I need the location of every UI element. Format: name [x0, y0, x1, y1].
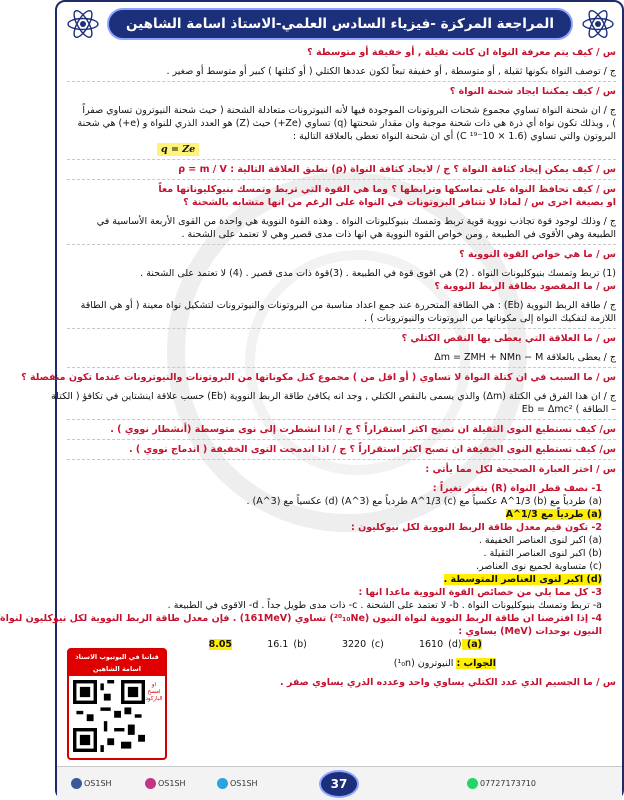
answer-line: ج / ان هذا الفرق في الكتلة (Δm) والذي يسمى بالنقص الكتلي , وجد انه يكافئ طاقة الربط النووية (Eb) حسب علاقة اينشتاين في تكافؤ ( الكتلة: [50, 391, 616, 402]
answer-line: البروتون والتي تساوي (1.6 × 10⁻¹⁹ C) أي ان شحنة النواة تعطى بالعلاقة التالية :: [292, 131, 616, 142]
mcq-question: 3- كل مما يلي من خصائص القوة النووية ماعدا انها :: [358, 587, 602, 598]
page-footer: [57, 766, 622, 800]
mcq-options: a- تربط وتمسك بنيوكليونات النواة . b- لا تعتمد على الشحنة . c- ذات مدى طويل جداً . d- الاقوى في الطبيعة .: [167, 600, 602, 611]
mcq-question: 1- نصف قطر النواة (R) يتغير تغيراً :: [432, 483, 602, 494]
question-line: س / ما السبب في ان كتلة النواة لا تساوي ( أو اقل من ) مجموع كتل مكوناتها من البروتونات والنيوترونات عندما تكون منفصلة ؟: [21, 372, 616, 383]
mcq-answer: (a) طردياً مع A^1/3: [505, 509, 602, 520]
atom-icon: [65, 6, 101, 42]
qr-code-icon[interactable]: [73, 680, 145, 752]
mcq-option: (a) اكبر لنوى العناصر الخفيفة .: [478, 535, 602, 546]
page-number: 37: [319, 770, 359, 798]
answer-line: ج / طاقة الربط النووية (Eb) : هي الطاقة المتحررة عند جمع اعداد مناسبة من البروتونات والنيوترونات لتشكيل نواة معينة ( أو هي الطاقة: [80, 300, 616, 311]
question-line: س / كيف يمكن إيجاد كثافة النواة ؟ ج / لايجاد كثافة النواة (ρ) نطبق العلاقة التالية : ρ = m / V: [178, 164, 616, 175]
mcq-option: 3220 (c): [341, 639, 384, 650]
einstein-line: – الطاقة ) Eb = Δmc²: [521, 404, 616, 415]
instagram-icon: [145, 778, 156, 789]
phone-icon: [467, 778, 478, 789]
mcq-option: (b) اكبر لنوى العناصر الثقيلة .: [483, 548, 602, 559]
worksheet-content: [0, 46, 616, 689]
page-title: المراجعة المركزة -فيزياء السادس العلمي-الاستاذ اسامة الشاهين: [107, 8, 573, 40]
telegram-icon: [217, 778, 228, 789]
question-line: او بصيغة اخرى س / لماذا لا تتنافر البروتونات في النواة على الرغم من انها متشابه بالشحنة ؟: [183, 197, 616, 208]
question-line: س / كيف يتم معرفة النواة ان كانت ثقيلة , أو خفيفة أو متوسطة ؟: [307, 47, 616, 58]
atom-icon: [580, 6, 616, 42]
mcq-question-cont: النيون بوحدات (MeV) يساوي :: [458, 626, 602, 637]
question-line: س / ما هي خواص القوة النووية ؟: [459, 249, 616, 260]
mcq-option: (c) متساوية لجميع نوى العناصر.: [475, 561, 602, 572]
facebook-icon: [71, 778, 82, 789]
question-line: س/ كيف تستطيع النوى الثقيلة ان تصبح اكثر استقراراً ؟ ج / اذا انشطرت إلى نوى متوسطة (أنشطار نووي ) .: [110, 424, 616, 435]
answer-line: ج / وذلك لوجود قوة تجاذب نووية قوية تربط وتمسك بنيوكليونات النواة . وهذه القوة النووية هي واحدة من القوى الأربعة الأساسية في: [96, 216, 616, 227]
mcq-question: 2- تكون قيم معدل طاقة الربط النووية لكل نيوكليون :: [351, 522, 602, 533]
mcq-option: 16.1 (b): [267, 639, 307, 650]
telegram-link[interactable]: OS1SH: [217, 778, 258, 789]
answer-line: الطبيعة وهي الأقوى في الطبيعة , ومن خواص القوة النووية هي انها ذات مدى قصير وهي لا تعتمد على الشحنة .: [181, 229, 616, 240]
answer-line: اللازمة لتفكيك النواة إلى مكوناتها من البروتونات والنيوترونات ) .: [364, 313, 616, 324]
answer-label: الجواب :: [456, 658, 496, 669]
mcq-option-correct: (a) 8.05: [208, 639, 482, 650]
answer-line: ج / ان شحنة النواة تساوي مجموع شحنات البروتونات الموجودة فيها لأنه النيوترونات متعادلة الشحنة ( حيث شحنة النيوترون تساوي صفراً: [82, 105, 616, 116]
question-line: س / كيف يمكننا ايجاد شحنة النواة ؟: [449, 86, 616, 97]
question-line: س / ما الجسيم الذي عدد الكتلي يساوي واحد وعدده الذري يساوي صفر .: [280, 677, 616, 688]
youtube-banner: قناتنا في اليوتيوب الاستاذ اسامة الشاهين: [69, 650, 165, 676]
answer-line: (1) تربط وتمسك بنيوكليونات النواة . (2) هي اقوى قوة في الطبيعة . (3)قوة ذات مدى قصير . (4) لا تعتمد على الشحنة .: [140, 268, 616, 279]
question-line: س/ كيف تستطيع النوى الخفيفة ان تصبح اكثر استقراراً ؟ ج / اذا اندمجت النوى الخفيفة ( اندماج نووي ) .: [128, 444, 616, 455]
instagram-link[interactable]: OS1SH: [145, 778, 186, 789]
question-line: س / كيف تحافظ النواة على تماسكها وترابطها ؟ وما هي القوة التي تربط وتمسك بنيوكليوناتها معاً: [158, 184, 616, 195]
scan-hint: او امسح الباركود: [145, 682, 163, 702]
mcq-option: 1610 (d): [418, 639, 462, 650]
question-line: س / اختر العبارة الصحيحة لكل مما يأتي :: [425, 464, 616, 475]
youtube-qr-box[interactable]: [67, 648, 167, 760]
phone-link[interactable]: 07727173710: [467, 778, 536, 789]
mcq-option-correct: (d) اكبر لنوى العناصر المتوسطة .: [443, 574, 602, 585]
mcq-question: 4- إذا افترضنا ان طاقة الربط النووية لنواة النيون (²⁰₁₀Ne) تساوي (161MeV) . فإن معدل طاقة الربط النووية لكل نيوكليون لنواة: [0, 613, 602, 624]
mcq-section: [0, 482, 616, 651]
question-line: س / ما العلاقة التي يعطى بها النقص الكتلي ؟: [401, 333, 616, 344]
facebook-link[interactable]: OS1SH: [71, 778, 112, 789]
mass-defect-line: ج / يعطى بالعلاقة Δm = ZMH + NMn − M: [434, 352, 616, 363]
question-line: س / ما المقصود بطاقة الربط النووية ؟: [434, 281, 616, 292]
answer-line: ج / توصف النواة بكونها ثقيلة , أو متوسطة , أو خفيفة تبعاً لكون عددها الكتلي ( أو كتلتها ) كبير أو متوسط أو صغير .: [166, 66, 616, 77]
charge-formula: q = Ze: [157, 143, 199, 156]
mcq-options: (a) طردياً مع A^1/3 (b) عكسياً مع A^1/3 (c) طردياً مع (A^3) (d) عكسياً مع (A^3) .: [246, 496, 602, 507]
page-header: [63, 6, 618, 42]
answer-value: النيوترون (¹₀n): [393, 658, 454, 669]
answer-line: ) , وبذلك تكون نواة أي ذرة هي ذات شحنة موجبة وان مقدار شحنتها (q) تساوي (Ze+) حيث (Z) هو العدد الذري للنواة و (e+) هي شحنة: [77, 118, 616, 129]
